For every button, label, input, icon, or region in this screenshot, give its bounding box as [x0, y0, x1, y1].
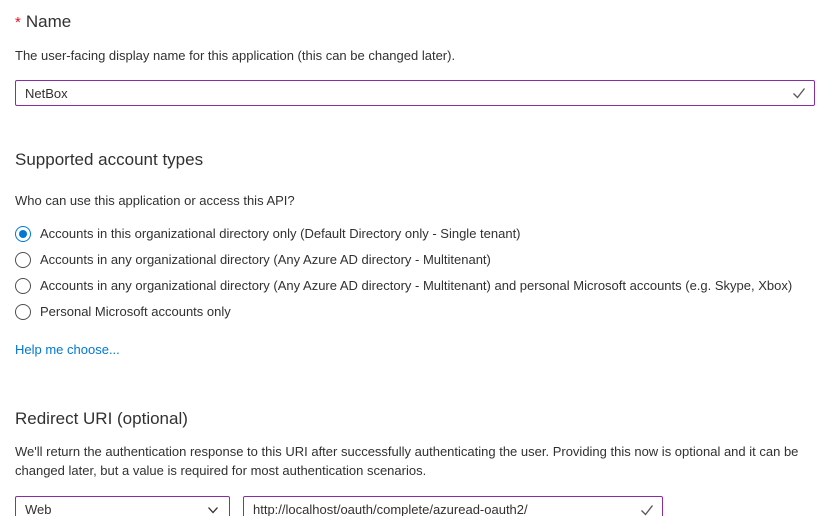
radio-icon: [15, 226, 31, 242]
radio-option-multitenant[interactable]: [15, 247, 815, 273]
radio-option-personal-only[interactable]: [15, 299, 815, 325]
name-section-title: [15, 11, 815, 34]
help-me-choose-link[interactable]: Help me choose...: [15, 342, 120, 357]
account-types-question: Who can use this application or access this API?: [15, 193, 295, 208]
radio-icon: [15, 278, 31, 294]
name-description: The user-facing display name for this application (this can be changed later).: [15, 48, 456, 63]
checkmark-icon: [639, 502, 655, 516]
redirect-uri-title: Redirect URI (optional): [15, 409, 188, 428]
radio-option-label: Accounts in this organizational directory only (Default Directory only - Single tenant): [40, 226, 521, 241]
account-types-radio-group: [15, 221, 815, 325]
redirect-uri-controls: [15, 496, 815, 516]
radio-icon: [15, 252, 31, 268]
account-types-title: Supported account types: [15, 150, 204, 169]
platform-select-dropdown[interactable]: [15, 496, 230, 516]
radio-option-multitenant-personal[interactable]: [15, 273, 815, 299]
name-input-wrap: [15, 80, 815, 106]
radio-option-label: Accounts in any organizational directory (Any Azure AD directory - Multitenant): [40, 252, 491, 267]
radio-option-label: Personal Microsoft accounts only: [40, 304, 231, 319]
radio-option-single-tenant[interactable]: [15, 221, 815, 247]
chevron-down-icon: [206, 503, 220, 516]
required-asterisk: *: [15, 14, 21, 31]
checkmark-icon: [791, 85, 807, 101]
app-name-input[interactable]: [15, 80, 815, 106]
name-title-text: Name: [25, 12, 72, 31]
radio-option-label: Accounts in any organizational directory (Any Azure AD directory - Multitenant) and personal Microsoft accounts (e.g. Skype, Xbox): [40, 278, 793, 293]
redirect-uri-input-wrap: [243, 496, 663, 516]
platform-selected-value: Web: [25, 502, 52, 516]
radio-icon: [15, 304, 31, 320]
redirect-uri-input[interactable]: [243, 496, 663, 516]
redirect-uri-description: We'll return the authentication response to this URI after successfully authenticating the user. Providing this now is optional and it can be changed later, but a value is required for most authentication scenarios.: [15, 444, 799, 478]
